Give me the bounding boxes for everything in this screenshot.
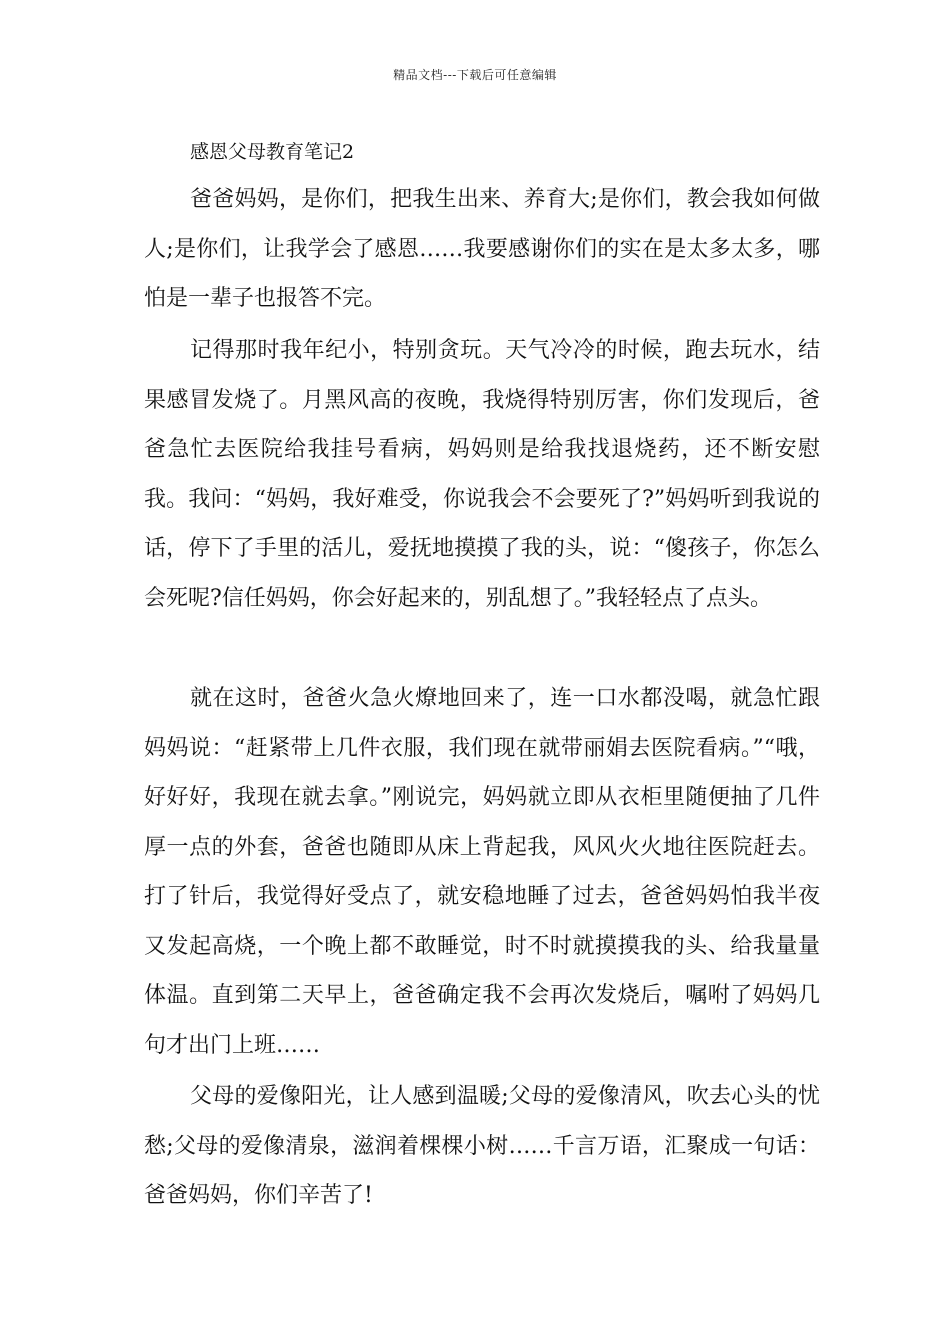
document-title: 感恩父母教育笔记2	[190, 141, 355, 163]
paragraph-1: 爸爸妈妈，是你们，把我生出来、养育大;是你们，教会我如何做人;是你们，让我学会了感恩……我要感谢你们的实在是太多太多，哪怕是一辈子也报答不完。	[144, 187, 820, 311]
paragraph-4: 父母的爱像阳光，让人感到温暖;父母的爱像清风，吹去心头的忧愁;父母的爱像清泉，滋润着棵棵小树……千言万语，汇聚成一句话：爸爸妈妈，你们辛苦了!	[144, 1084, 820, 1208]
paragraph-2: 记得那时我年纪小，特别贪玩。天气冷冷的时候，跑去玩水，结果感冒发烧了。月黑风高的夜晚，我烧得特别厉害，你们发现后，爸爸急忙去医院给我挂号看病，妈妈则是给我找退烧药，还不断安慰我。我问：“妈妈，我好难受，你说我会不会要死了?”妈妈听到我说的话，停下了手里的活儿，爱抚地摸摸了我的头，说：“傻孩子，你怎么会死呢?信任妈妈，你会好起来的，别乱想了。”我轻轻点了点头。	[144, 338, 820, 611]
page-header: 精品文档---下载后可任意编辑	[393, 68, 557, 82]
paragraph-3: 就在这时，爸爸火急火燎地回来了，连一口水都没喝，就急忙跟妈妈说：“赶紧带上几件衣服，我们现在就带丽娟去医院看病。”“哦，好好好，我现在就去拿。”刚说完，妈妈就立即从衣柜里随便抽了几件厚一点的外套，爸爸也随即从床上背起我，风风火火地往医院赶去。打了针后，我觉得好受点了，就安稳地睡了过去，爸爸妈妈怕我半夜又发起高烧，一个晚上都不敢睡觉，时不时就摸摸我的头、给我量量体温。直到第二天早上，爸爸确定我不会再次发烧后，嘱咐了妈妈几句才出门上班……	[144, 686, 820, 1058]
